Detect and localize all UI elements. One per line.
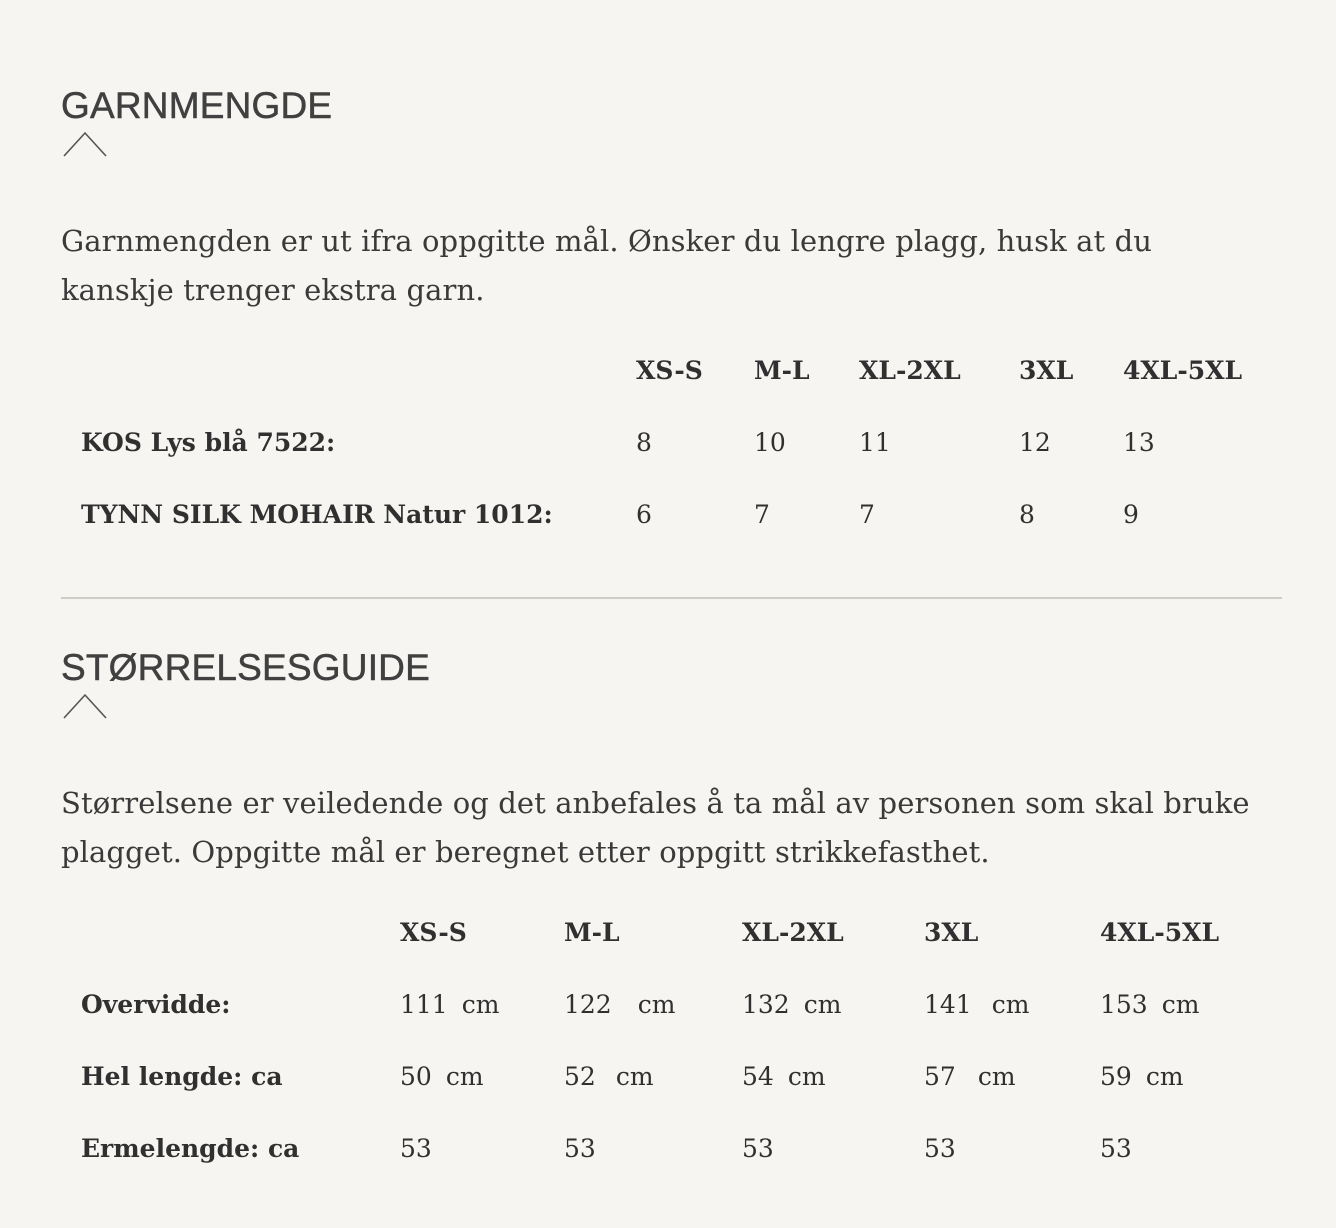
measure-value: 111 — [400, 989, 448, 1019]
yarn-intro: Garnmengden er ut ifra oppgitte mål. Ønsker du lengre plagg, husk at du kanskje trenger ekstra garn. — [61, 224, 1153, 307]
table-row — [61, 478, 1273, 550]
unit-label: cm — [1145, 1061, 1184, 1091]
size-header: 4XL-5XL — [1100, 917, 1220, 947]
measure-value: 52 — [564, 1061, 596, 1091]
size-guide-table-header — [61, 896, 1250, 968]
row-label: TYNN SILK MOHAIR Natur 1012: — [81, 499, 553, 529]
size-header: XS-S — [636, 355, 703, 385]
measure-value: 122 — [564, 989, 612, 1019]
yarn-amount: 10 — [754, 427, 786, 457]
unit-label: cm — [615, 1061, 654, 1091]
size-header: 3XL — [1019, 355, 1074, 385]
measure-value: 53 — [564, 1133, 596, 1163]
yarn-table-header — [61, 334, 1273, 406]
yarn-heading[interactable]: GARNMENGDE — [61, 85, 333, 126]
yarn-amount: 12 — [1019, 427, 1051, 457]
row-label: Hel lengde: ca — [81, 1061, 283, 1091]
size-header: 3XL — [924, 917, 979, 947]
measure-value: 53 — [742, 1133, 774, 1163]
size-guide-intro: Størrelsene er veiledende og det anbefales å ta mål av personen som skal bruke plagget. Oppgitte mål er beregnet etter oppgitt strikkefasthet. — [61, 786, 1250, 869]
unit-label: cm — [445, 1061, 484, 1091]
unit-label: cm — [637, 989, 676, 1019]
size-header: M-L — [754, 355, 810, 385]
yarn-amount: 6 — [636, 499, 652, 529]
size-header: 4XL-5XL — [1123, 355, 1243, 385]
row-label: Overvidde: — [81, 989, 231, 1019]
size-header: XL-2XL — [859, 355, 961, 385]
size-guide-section — [61, 646, 1282, 720]
measure-value: 153 — [1100, 989, 1148, 1019]
yarn-amount: 11 — [859, 427, 891, 457]
measure-value: 141 — [924, 989, 972, 1019]
unit-label: cm — [991, 989, 1030, 1019]
yarn-table — [61, 334, 1273, 550]
size-header: XS-S — [400, 917, 467, 947]
yarn-amount: 7 — [859, 499, 875, 529]
measure-value: 53 — [924, 1133, 956, 1163]
measure-value: 54 — [742, 1061, 774, 1091]
yarn-amount: 8 — [636, 427, 652, 457]
yarn-amount: 9 — [1123, 499, 1139, 529]
chevron-up-icon[interactable] — [63, 692, 107, 720]
measure-value: 53 — [400, 1133, 432, 1163]
unit-label: cm — [803, 989, 842, 1019]
unit-label: cm — [461, 989, 500, 1019]
unit-label: cm — [1161, 989, 1200, 1019]
table-row — [61, 1040, 1250, 1112]
chevron-up-icon[interactable] — [63, 130, 107, 158]
size-header: M-L — [564, 917, 620, 947]
yarn-amount: 13 — [1123, 427, 1155, 457]
table-row — [61, 1112, 1250, 1184]
section-divider — [61, 597, 1282, 599]
size-header: XL-2XL — [742, 917, 844, 947]
measure-value: 132 — [742, 989, 790, 1019]
yarn-amount: 7 — [754, 499, 770, 529]
size-guide-heading[interactable]: STØRRELSESGUIDE — [61, 647, 430, 688]
measure-value: 50 — [400, 1061, 432, 1091]
table-row — [61, 406, 1273, 478]
row-label: Ermelengde: ca — [81, 1133, 300, 1163]
measure-value: 57 — [924, 1061, 956, 1091]
row-label: KOS Lys blå 7522: — [81, 427, 336, 457]
table-row — [61, 968, 1250, 1040]
measure-value: 53 — [1100, 1133, 1132, 1163]
measure-value: 59 — [1100, 1061, 1132, 1091]
yarn-amount: 8 — [1019, 499, 1035, 529]
unit-label: cm — [787, 1061, 826, 1091]
size-guide-table — [61, 896, 1250, 1184]
yarn-section — [61, 84, 1282, 158]
unit-label: cm — [977, 1061, 1016, 1091]
